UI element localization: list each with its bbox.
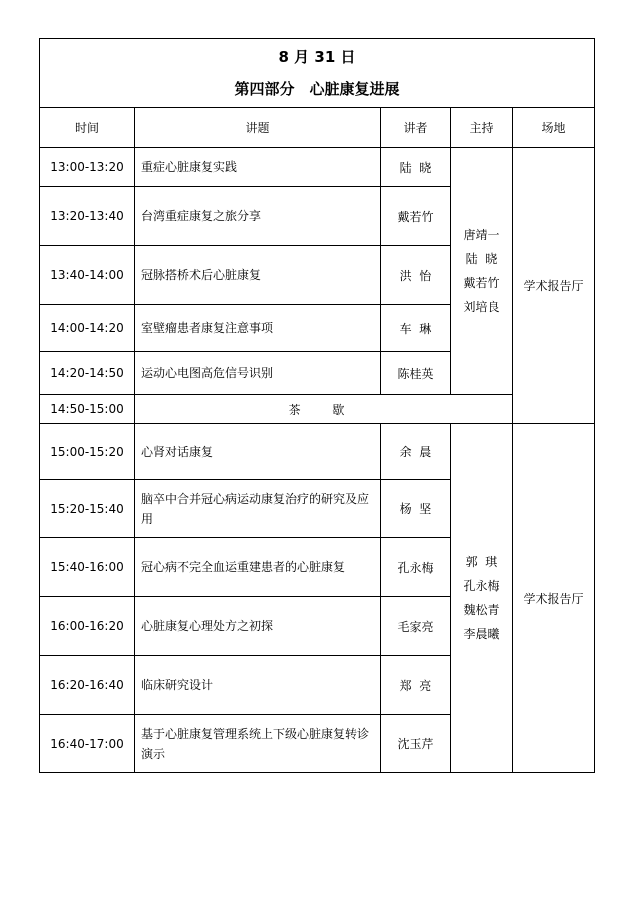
venue-cell: 学术报告厅 <box>513 148 595 424</box>
session-time: 15:40-16:00 <box>40 538 135 597</box>
session-speaker: 杨 坚 <box>381 480 451 538</box>
title-row <box>40 39 595 108</box>
session-time: 13:20-13:40 <box>40 187 135 246</box>
session-speaker: 郑 亮 <box>381 656 451 715</box>
session-topic: 重症心脏康复实践 <box>135 148 381 187</box>
session-topic: 冠脉搭桥术后心脏康复 <box>135 246 381 305</box>
header-speaker: 讲者 <box>381 108 451 148</box>
session-speaker: 车 琳 <box>381 305 451 352</box>
host-name: 郭 琪 <box>465 555 498 569</box>
host-name: 魏松青 <box>463 603 500 617</box>
session-time: 13:00-13:20 <box>40 148 135 187</box>
session-speaker: 戴若竹 <box>381 187 451 246</box>
session-topic: 台湾重症康复之旅分享 <box>135 187 381 246</box>
session-speaker: 陆 晓 <box>381 148 451 187</box>
header-host: 主持 <box>451 108 513 148</box>
host-name: 孔永梅 <box>463 579 500 593</box>
break-row <box>40 395 595 424</box>
host-name: 陆 晓 <box>465 252 498 266</box>
session-time: 15:20-15:40 <box>40 480 135 538</box>
session-time: 14:00-14:20 <box>40 305 135 352</box>
header-topic: 讲题 <box>135 108 381 148</box>
title-cell <box>40 39 595 108</box>
break-label-text: 茶 歇 <box>288 402 359 417</box>
session-topic: 心肾对话康复 <box>135 424 381 480</box>
session-topic: 室壁瘤患者康复注意事项 <box>135 305 381 352</box>
session-speaker: 孔永梅 <box>381 538 451 597</box>
session-time: 16:20-16:40 <box>40 656 135 715</box>
session-time: 14:20-14:50 <box>40 352 135 395</box>
break-time: 14:50-15:00 <box>40 395 135 424</box>
header-row <box>40 108 595 148</box>
session-time: 15:00-15:20 <box>40 424 135 480</box>
session-time: 16:40-17:00 <box>40 715 135 773</box>
host-cell <box>451 424 513 773</box>
header-venue: 场地 <box>513 108 595 148</box>
host-name: 戴若竹 <box>463 276 500 290</box>
session-time: 13:40-14:00 <box>40 246 135 305</box>
session-topic: 心脏康复心理处方之初探 <box>135 597 381 656</box>
table-row <box>40 148 595 187</box>
host-cell <box>451 148 513 395</box>
table-row <box>40 424 595 480</box>
session-topic: 临床研究设计 <box>135 656 381 715</box>
session-time: 16:00-16:20 <box>40 597 135 656</box>
host-name: 刘培良 <box>463 300 500 314</box>
session-speaker: 洪 怡 <box>381 246 451 305</box>
session-speaker: 沈玉芹 <box>381 715 451 773</box>
session-date: 8 月 31 日 <box>278 48 356 66</box>
schedule-table <box>39 38 595 773</box>
venue-cell: 学术报告厅 <box>513 424 595 773</box>
session-speaker: 陈桂英 <box>381 352 451 395</box>
session-speaker: 毛家亮 <box>381 597 451 656</box>
session-speaker: 余 晨 <box>381 424 451 480</box>
session-topic: 脑卒中合并冠心病运动康复治疗的研究及应用 <box>135 480 381 538</box>
header-time: 时间 <box>40 108 135 148</box>
break-label <box>135 395 513 424</box>
host-name: 李晨曦 <box>463 627 500 641</box>
host-name: 唐靖一 <box>463 228 500 242</box>
session-topic: 冠心病不完全血运重建患者的心脏康复 <box>135 538 381 597</box>
session-topic: 基于心脏康复管理系统上下级心脏康复转诊演示 <box>135 715 381 773</box>
section-title: 第四部分 心脏康复进展 <box>234 80 400 98</box>
session-topic: 运动心电图高危信号识别 <box>135 352 381 395</box>
